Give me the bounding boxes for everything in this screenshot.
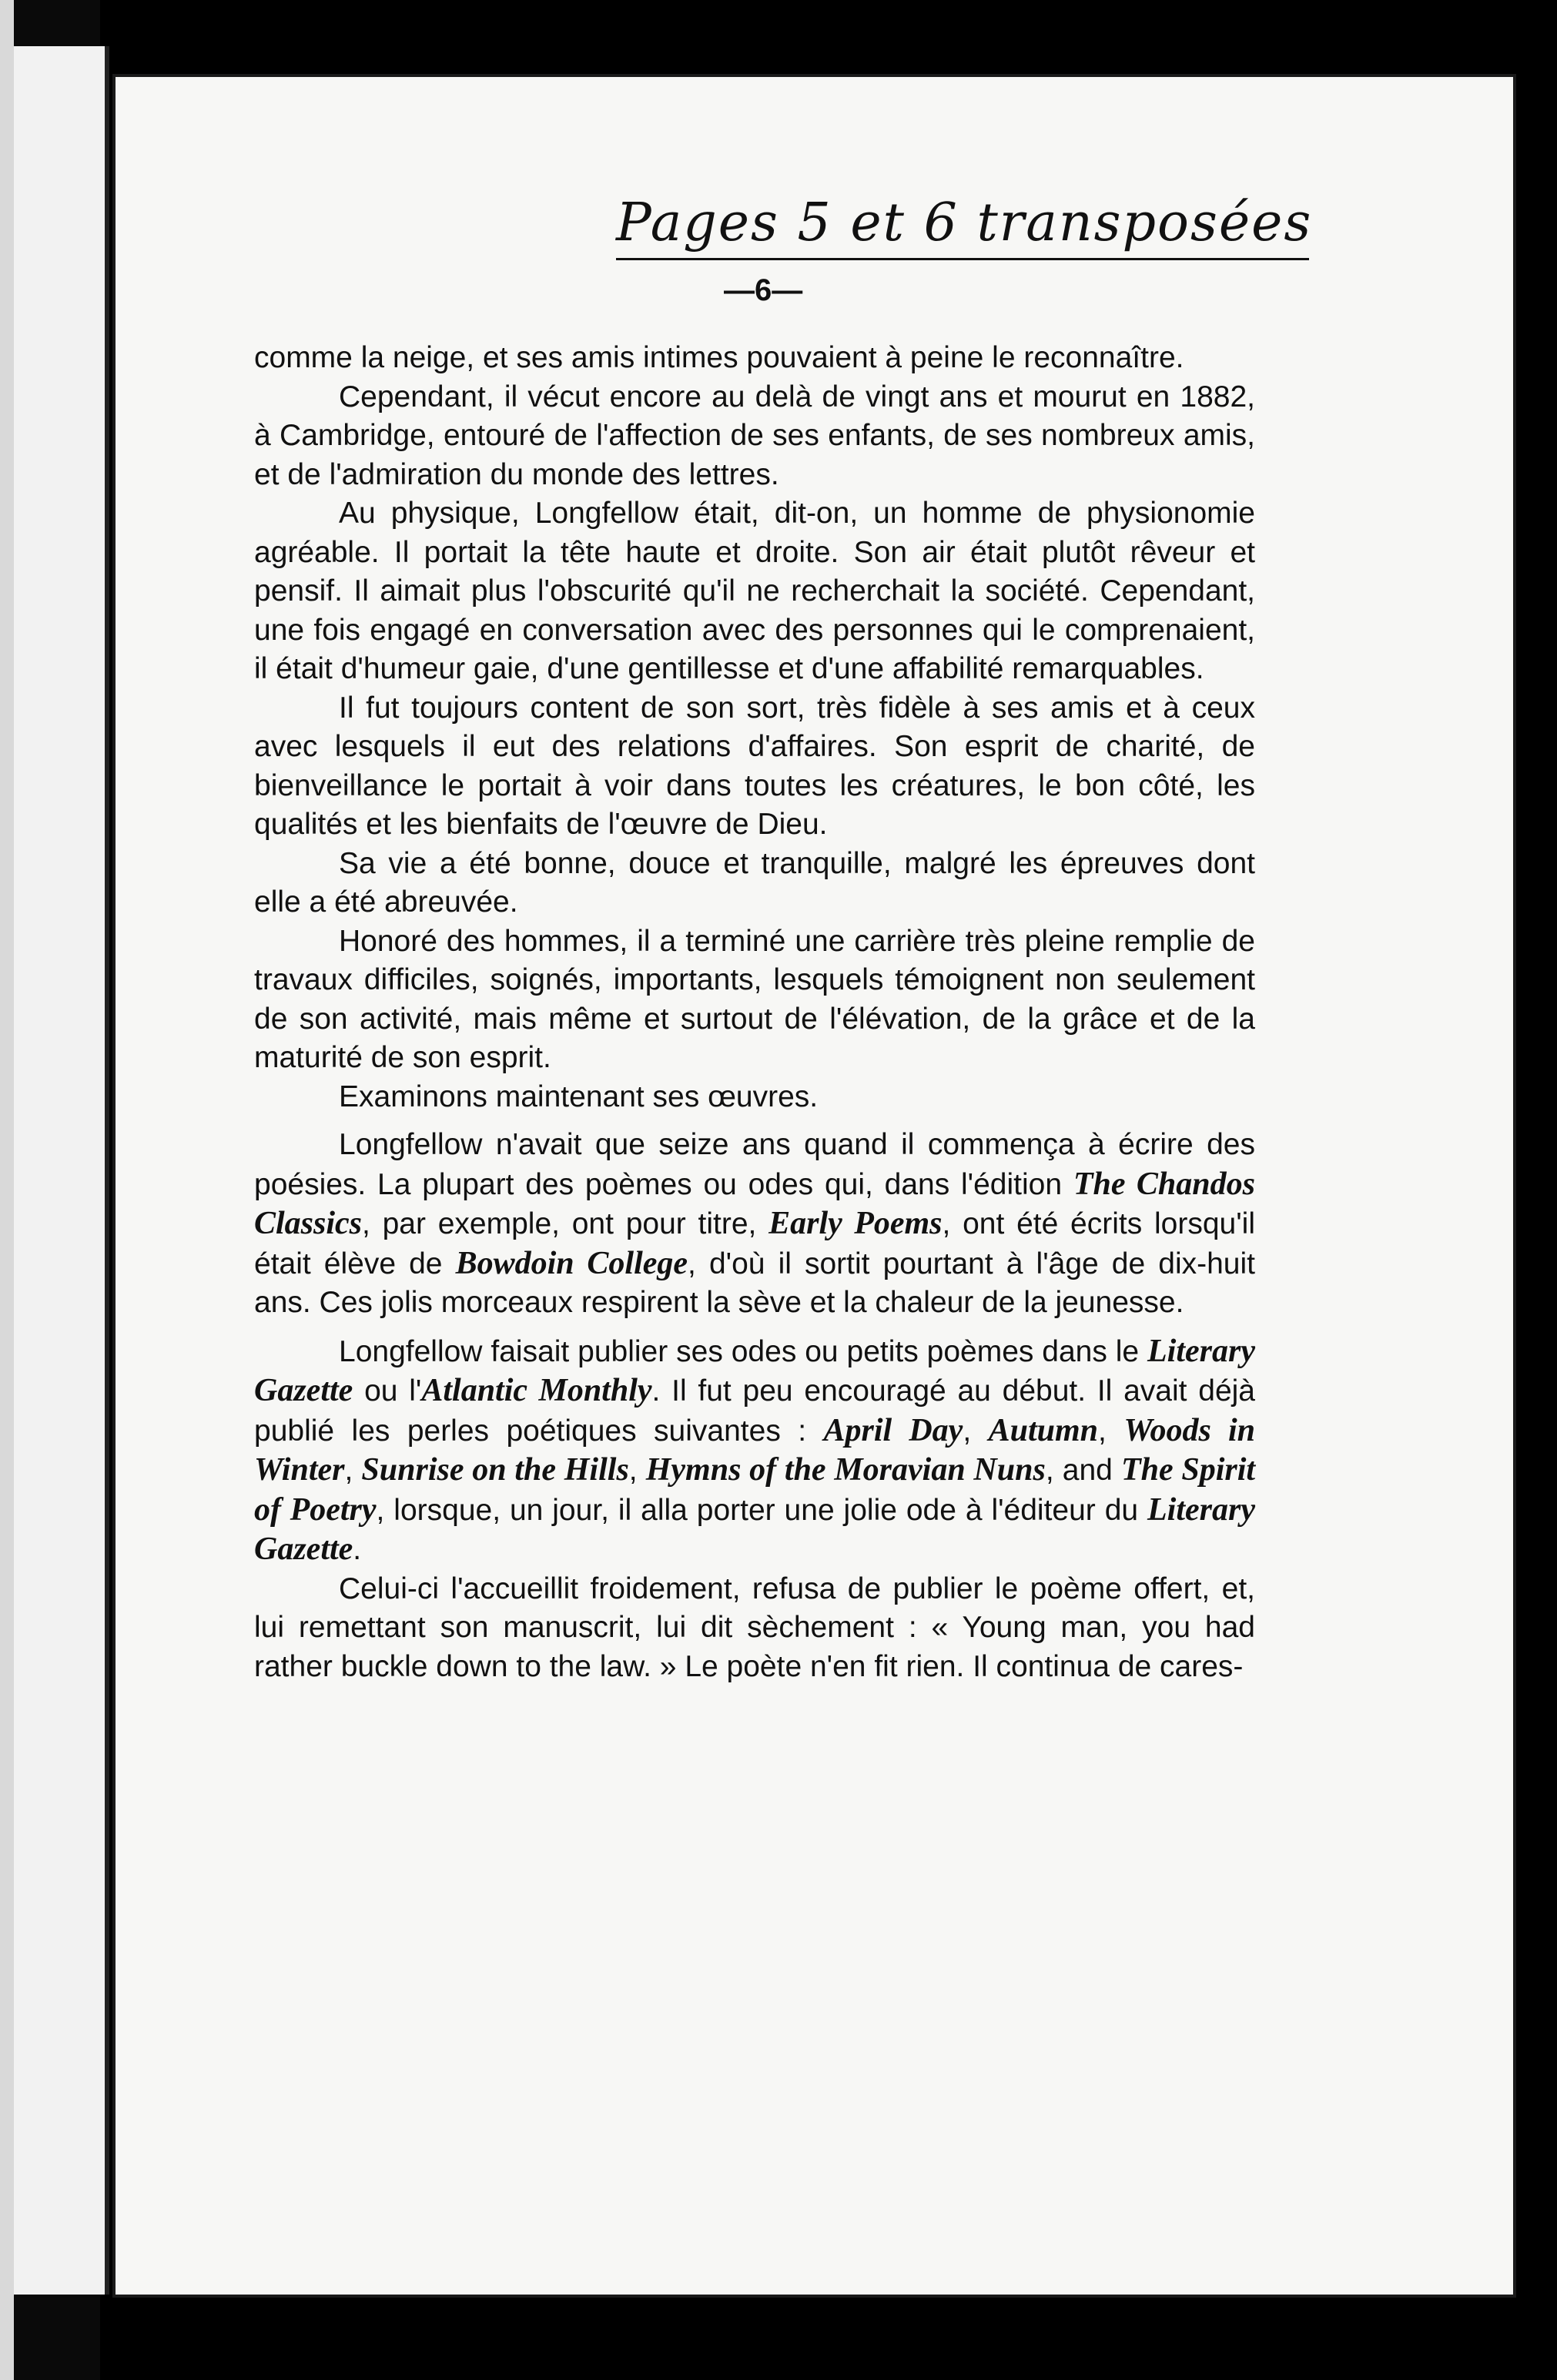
adjacent-page xyxy=(14,46,109,2295)
page-number: —6— xyxy=(724,273,803,307)
italic-title: Hymns of the Moravian Nuns xyxy=(645,1452,1046,1488)
italic-title: Literary Gazette xyxy=(254,1491,1255,1567)
paragraph: Il fut toujours content de son sort, très fidèle à ses amis et à ceux avec lesquels il eut des relations d'affaires. Son esprit de charité, de bienveillance le portait à voir dans toutes les créatures, le bon côté, les qualités et les bienfaits de l'œuvre de Dieu. xyxy=(254,691,1255,841)
italic-title: Atlantic Monthly xyxy=(421,1373,652,1408)
paragraph: Au physique, Longfellow était, dit-on, un homme de physionomie agréable. Il portait la tête haute et droite. Son air était plutôt rêveur et pensif. Il aimait plus l'obscurité qu'il ne recherchait la société. Cependant, une fois engagé en conversation avec des personnes qui le comprenaient, il était d'humeur gaie, d'une gentillesse et d'une affabilité remarquables. xyxy=(254,497,1255,685)
adjacent-page-edge xyxy=(0,0,14,2380)
italic-title: The Chandos Classics xyxy=(254,1166,1255,1241)
italic-title: The Spirit of Poetry xyxy=(254,1452,1256,1528)
paragraph: Cependant, il vécut encore au delà de vingt ans et mourut en 1882, à Cambridge, entouré de l'affection de ses enfants, de ses nombreux amis, et de l'admiration du monde des lettres. xyxy=(254,380,1255,491)
italic-title: April Day xyxy=(823,1412,963,1448)
paragraph: Examinons maintenant ses œuvres. xyxy=(339,1080,819,1113)
italic-title: Woods in Winter xyxy=(254,1412,1256,1488)
body-text xyxy=(254,339,1255,1686)
paragraph: Longfellow faisait publier ses odes ou petits poèmes dans le Literary Gazette ou l'Atlantic Monthly. Il fut peu encouragé au début. Il avait déjà publié les perles poétiques suivantes : April Day, Autumn, Woods in Winter, Sunrise on the Hills, Hymns of the Moravian Nuns, and The Spirit of Poetry, lorsque, un jour, il alla porter une jolie ode à l'éditeur du Literary Gazette. xyxy=(254,1333,1256,1567)
paragraph: Honoré des hommes, il a terminé une carrière très pleine remplie de travaux difficiles, soignés, importants, lesquels témoignent non seulement de son activité, mais même et surtout de l'élévation, de la grâce et de la maturité de son esprit. xyxy=(254,924,1255,1074)
paragraph: Longfellow n'avait que seize ans quand il commença à écrire des poésies. La plupart des poèmes ou odes qui, dans l'édition The Chandos Classics, par exemple, ont pour titre, Early Poems, ont été écrits lorsqu'il était élève de Bowdoin College, d'où il sortit pourtant à l'âge de dix-huit ans. Ces jolis morceaux respirent la sève et la chaleur de la jeunesse. xyxy=(254,1128,1255,1319)
handwritten-annotation: Pages 5 et 6 transposées xyxy=(616,192,1309,260)
italic-title: Autumn xyxy=(988,1412,1099,1448)
paragraph: Sa vie a été bonne, douce et tranquille, malgré les épreuves dont elle a été abreuvée. xyxy=(254,846,1255,919)
italic-title: Literary Gazette xyxy=(254,1333,1255,1408)
italic-title: Bowdoin College xyxy=(455,1245,688,1281)
paragraph: comme la neige, et ses amis intimes pouvaient à peine le reconnaître. xyxy=(254,341,1184,374)
paragraph: Celui-ci l'accueillit froidement, refusa de publier le poème offert, et, lui remettant son manuscrit, lui dit sèchement : « Young man, you had rather buckle down to the law. » Le poète n'en fit rien. Il continua de cares- xyxy=(254,1572,1255,1683)
italic-title: Sunrise on the Hills xyxy=(361,1452,629,1488)
italic-title: Early Poems xyxy=(768,1206,943,1241)
